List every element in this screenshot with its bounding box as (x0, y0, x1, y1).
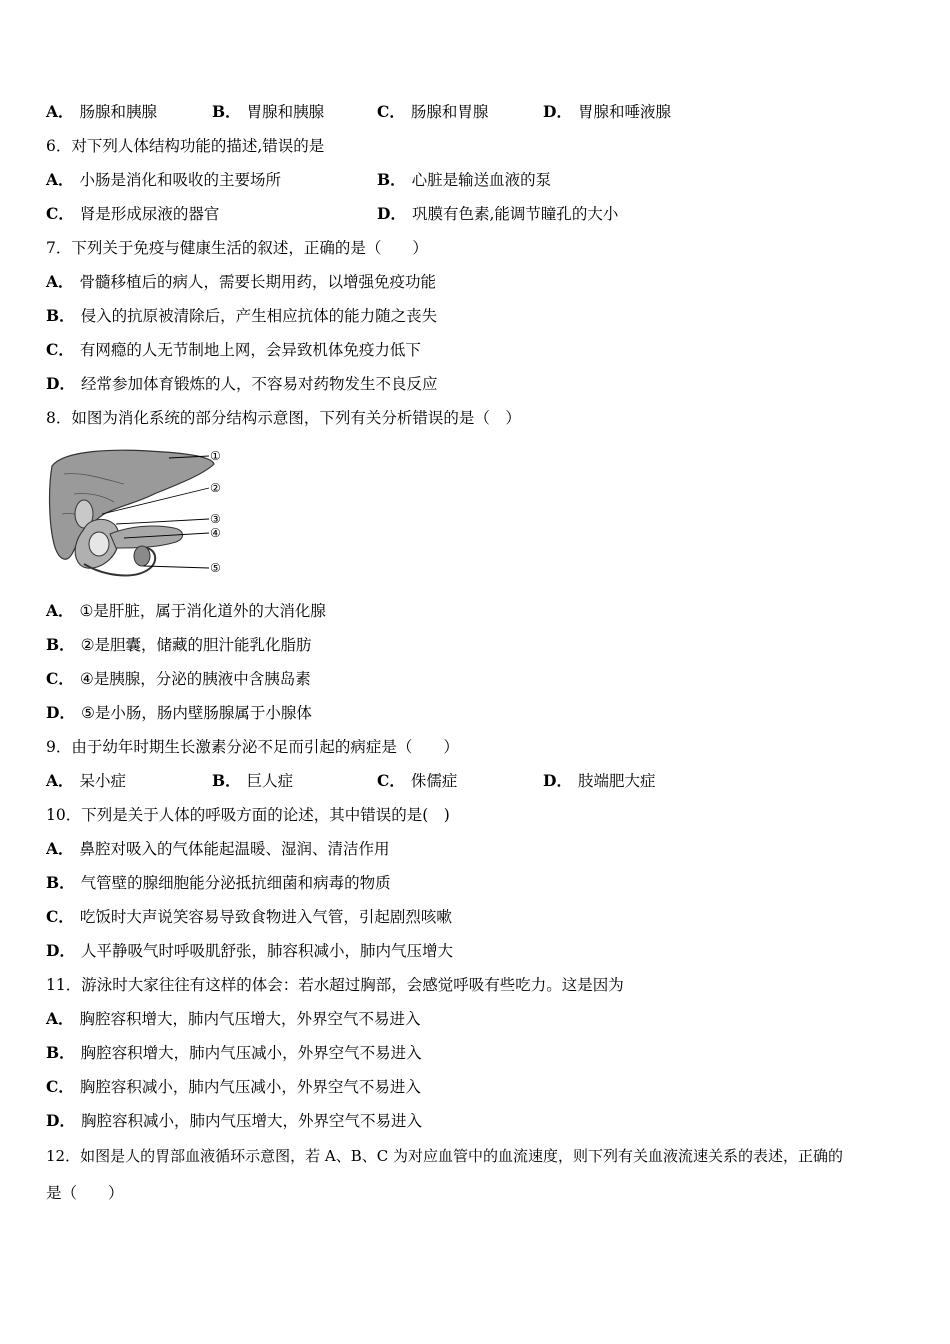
q9-option-b: B． 巨人症 (212, 771, 294, 790)
q10-option-a: A． 鼻腔对吸入的气体能起温暖、湿润、清洁作用 (46, 839, 390, 858)
q9-option-c: C． 侏儒症 (377, 771, 458, 790)
q7-option-d: D． 经常参加体育锻炼的人，不容易对药物发生不良反应 (46, 374, 438, 393)
q5-option-a: A． 肠腺和胰腺 (46, 102, 158, 121)
q10-option-d: D． 人平静吸气时呼吸肌舒张，肺容积减小，肺内气压增大 (46, 941, 453, 960)
figure-label-5: ⑤ (210, 561, 221, 575)
figure-label-2: ② (210, 481, 221, 495)
q8-option-b: B． ②是胆囊，储藏的胆汁能乳化脂肪 (46, 635, 312, 654)
q7-option-c: C． 有网瘾的人无节制地上网，会异致机体免疫力低下 (46, 340, 421, 359)
q7-stem: 7．下列关于免疫与健康生活的叙述，正确的是（ ） (46, 239, 428, 257)
q10-stem: 10．下列是关于人体的呼吸方面的论述，其中错误的是( ) (46, 806, 450, 824)
figure-label-1: ① (210, 449, 221, 463)
q8-option-a: A． ①是肝脏，属于消化道外的大消化腺 (46, 601, 326, 620)
q5-option-c: C． 肠腺和胃腺 (377, 102, 489, 121)
q11-option-b: B． 胸腔容积增大，肺内气压减小，外界空气不易进入 (46, 1043, 422, 1062)
q11-stem: 11．游泳时大家往往有这样的体会：若水超过胸部，会感觉呼吸有些吃力。这是因为 (46, 976, 624, 994)
q6-option-d: D． 巩膜有色素,能调节瞳孔的大小 (377, 204, 619, 223)
q10-option-c: C． 吃饭时大声说笑容易导致食物进入气管，引起剧烈咳嗽 (46, 907, 452, 926)
q11-option-d: D． 胸腔容积减小，肺内气压增大，外界空气不易进入 (46, 1111, 422, 1130)
q9-option-d: D． 肢端肥大症 (543, 771, 656, 790)
q8-stem: 8．如图为消化系统的部分结构示意图，下列有关分析错误的是（ ） (46, 409, 521, 427)
digestive-system-diagram (44, 444, 234, 586)
q11-option-c: C． 胸腔容积减小，肺内气压减小，外界空气不易进入 (46, 1077, 421, 1096)
q7-option-b: B． 侵入的抗原被清除后，产生相应抗体的能力随之丧失 (46, 306, 438, 325)
figure-label-3: ③ (210, 512, 221, 526)
q6-stem: 6．对下列人体结构功能的描述,错误的是 (46, 137, 325, 155)
q6-option-c: C． 肾是形成尿液的器官 (46, 204, 220, 223)
q5-option-d: D． 胃腺和唾液腺 (543, 102, 671, 121)
q8-option-c: C． ④是胰腺，分泌的胰液中含胰岛素 (46, 669, 311, 688)
q9-option-a: A． 呆小症 (46, 771, 127, 790)
q9-stem: 9．由于幼年时期生长激素分泌不足而引起的病症是（ ） (46, 738, 459, 756)
q6-option-a: A． 小肠是消化和吸收的主要场所 (46, 170, 282, 189)
figure-label-4: ④ (210, 526, 221, 540)
q7-option-a: A． 骨髓移植后的病人，需要长期用药，以增强免疫功能 (46, 272, 437, 291)
q10-option-b: B． 气管壁的腺细胞能分泌抵抗细菌和病毒的物质 (46, 873, 391, 892)
q11-option-a: A． 胸腔容积增大，肺内气压增大，外界空气不易进入 (46, 1009, 421, 1028)
q5-option-b: B． 胃腺和胰腺 (212, 102, 325, 121)
q8-option-d: D． ⑤是小肠，肠内壁肠腺属于小腺体 (46, 703, 312, 722)
q6-option-b: B． 心脏是输送血液的泵 (377, 170, 552, 189)
q12-stem-line1: 12．如图是人的胃部血液循环示意图，若 A、B、C 为对应血管中的血流速度，则下列有关血液流速关系的表述，正确的 (46, 1147, 843, 1165)
q12-stem-line2: 是（ ） (46, 1184, 124, 1202)
